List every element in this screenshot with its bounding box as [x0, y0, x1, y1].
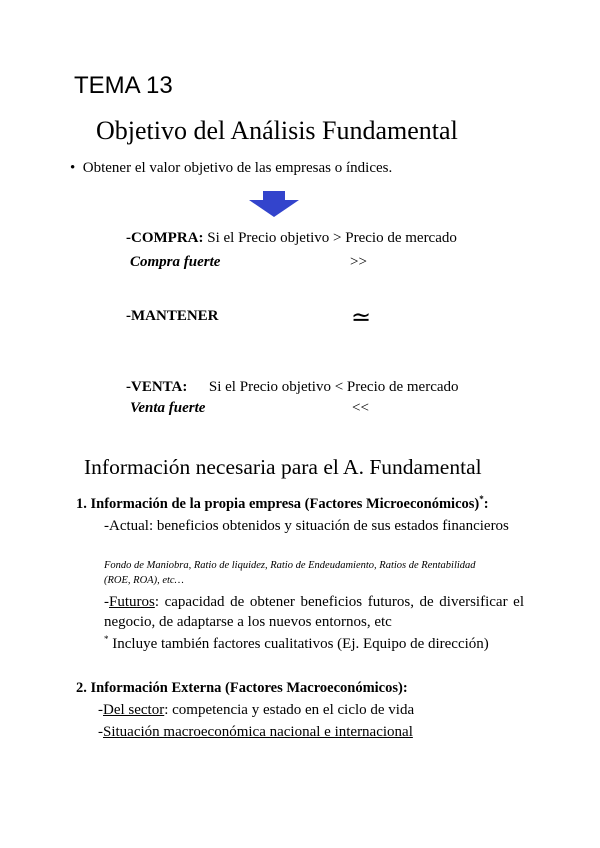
section1-title-mark: *	[479, 494, 484, 504]
sector-line	[98, 702, 414, 719]
venta-label: -VENTA:	[126, 379, 188, 395]
down-arrow-icon	[249, 191, 299, 217]
futuros-text: : capacidad de obtener beneficios futuros, de diversificar el negocio, de adaptarse a los nuevos entornos, etc	[104, 594, 524, 630]
macro-label: Situación macroeconómica nacional e internacional	[103, 724, 413, 740]
futuros-label: Futuros	[109, 594, 155, 610]
futuros-prefix: -	[104, 594, 109, 610]
compra-condition: Si el Precio objetivo > Precio de mercado	[207, 230, 457, 246]
futuros-paragraph	[104, 592, 524, 632]
venta-row	[126, 379, 459, 396]
note-mark: *	[104, 634, 109, 644]
sector-label: Del sector	[103, 702, 165, 718]
section1-title-text: 1. Información de la propia empresa (Factores Microeconómicos)	[76, 495, 480, 512]
venta-fuerte-symbol: <<	[352, 400, 369, 416]
section2-title: 2. Información Externa (Factores Macroeconómicos):	[76, 680, 408, 696]
mantener-symbol: ≃	[351, 305, 372, 331]
mantener-label: -MANTENER	[126, 308, 219, 324]
ratios-list: Fondo de Maniobra, Ratio de liquidez, Ratio de Endeudamiento, Ratios de Rentabilidad (ROE, ROA), etc…	[104, 560, 476, 586]
venta-fuerte-label: Venta fuerte	[130, 400, 206, 416]
section1-title-end: :	[483, 495, 489, 512]
macro-line	[98, 724, 413, 741]
objective-text: Obtener el valor objetivo de las empresas o índices.	[82, 160, 393, 176]
compra-row	[126, 230, 457, 247]
compra-label: -COMPRA:	[126, 230, 204, 246]
section1-title	[76, 494, 489, 513]
section-heading: Información necesaria para el A. Fundamental	[84, 455, 482, 479]
note-text: Incluye también factores cualitativos (Ej. Equipo de dirección)	[108, 636, 489, 652]
actual-paragraph: -Actual: beneficios obtenidos y situación de sus estados financieros	[104, 518, 509, 534]
macro-prefix: -	[98, 724, 103, 740]
compra-fuerte-symbol: >>	[350, 254, 367, 270]
sector-prefix: -	[98, 702, 103, 718]
bullet-icon: •	[70, 160, 76, 176]
objective-bullet	[70, 160, 392, 177]
qualitative-note	[104, 634, 489, 653]
page-title: Objetivo del Análisis Fundamental	[96, 116, 458, 145]
sector-text: : competencia y estado en el ciclo de vida	[164, 702, 415, 718]
topic-number: TEMA 13	[74, 72, 173, 99]
venta-condition: Si el Precio objetivo < Precio de mercado	[208, 379, 459, 395]
compra-fuerte-label: Compra fuerte	[130, 254, 221, 270]
